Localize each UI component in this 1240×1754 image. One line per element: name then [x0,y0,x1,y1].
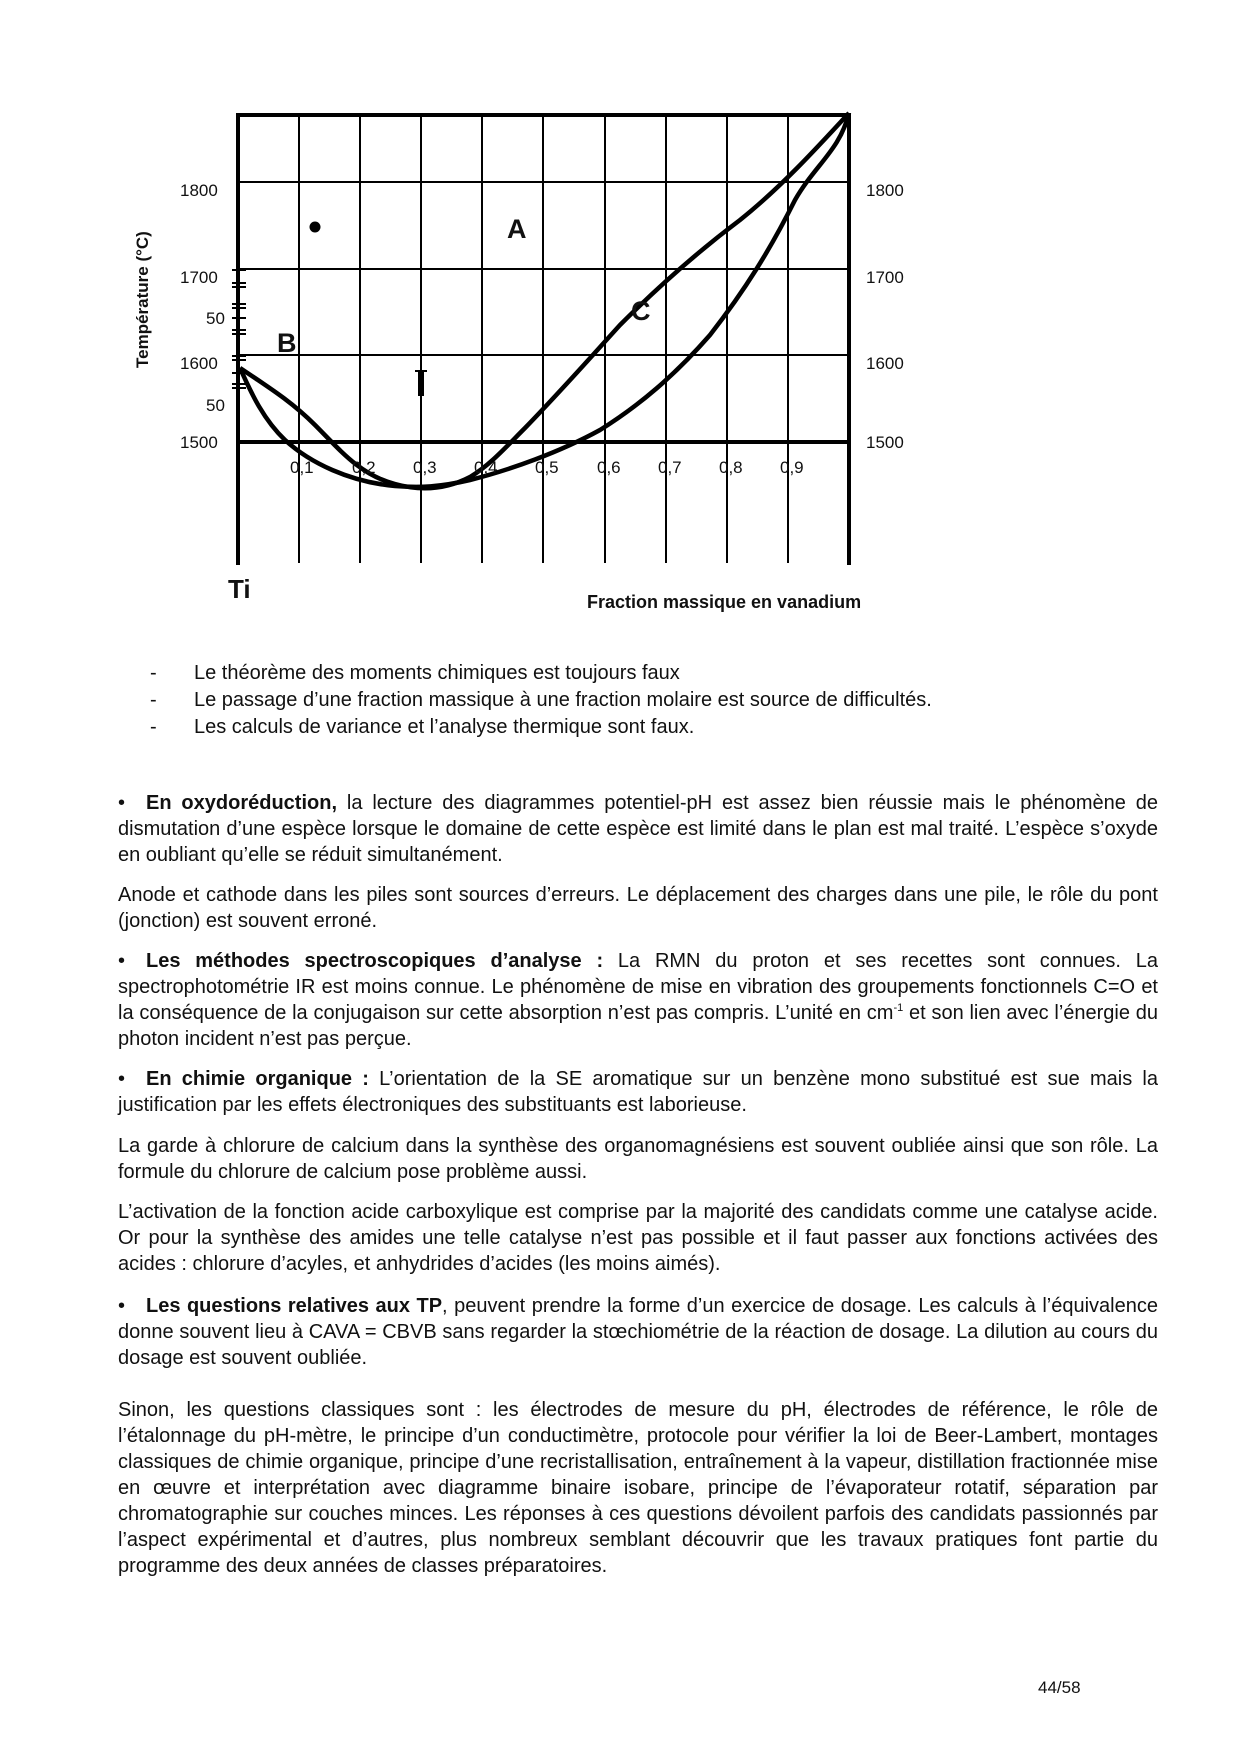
x-tick: 0,9 [780,458,804,477]
paragraph-text: , peuvent prendre la forme d’un exercice de dosage. Les calculs à l’équivalence donne souvent lieu à CAVA = CBVB sans regarder la stœchiométrie de la réaction de dosage. La dilution au cours du dosage est souvent oubliée. [118,1295,1158,1369]
list-item [150,714,932,741]
paragraph-chimie-organique [118,1066,1158,1118]
paragraph-oxydoreduction [118,790,1158,868]
paragraph-text: L’orientation de la SE aromatique sur un benzène mono substitué est sue mais la justification par les effets électroniques des substituants est laborieuse. [118,1068,1158,1116]
y-tick-right: 1500 [866,433,904,452]
list-item-text: Les calculs de variance et l’analyse thermique sont faux. [194,716,695,738]
bullet-icon: • [118,1068,126,1090]
y-tick-left: 1700 [180,268,218,287]
dash-list [150,660,932,741]
bullet-icon: • [118,950,126,972]
x-tick: 0,2 [352,458,376,477]
list-item-text: Le théorème des moments chimiques est toujours faux [194,662,680,684]
x-tick: 0,3 [413,458,437,477]
y-tick-left: 50 [206,396,225,415]
paragraph-chlorure-calcium [118,1133,1158,1185]
y-tick-left: 1600 [180,354,218,373]
solidus-curve [240,113,849,487]
paragraph-text: et son lien avec l’énergie du photon incident n’est pas perçue. [118,1002,1159,1050]
superscript: -1 [893,1002,904,1014]
paragraph-text: Sinon, les questions classiques sont : les électrodes de mesure du pH, électrodes de référence, le rôle de l’étalonnage du pH-mètre, le principe d’un conductimètre, protocole pour vérifier la loi de Beer-Lambert, montages classiques de chimie organique, principe d’une recristallisation, entraînement à la vapeur, distillation fractionnée mise en œuvre et interprétation avec diagramme binaire isobare, principe de l’évaporateur rotatif, séparation par chromatographie sur couches minces. Les réponses à ces questions dévoilent parfois des candidats passionnés par l’aspect expérimental et d’autres, plus nombreux semblant découvrir que les travaux pratiques font partie du programme des deux années de classes préparatoires. [118,1399,1158,1577]
paragraph-heading: Les questions relatives aux TP [146,1295,443,1317]
y-tick-left: 1500 [180,433,218,452]
x-tick: 0,6 [597,458,621,477]
paragraph-heading: En chimie organique : [146,1068,369,1090]
x-tick: 0,7 [658,458,682,477]
bullet-icon: • [118,792,126,814]
paragraph-text: Anode et cathode dans les piles sont sources d’erreurs. Le déplacement des charges dans une pile, le rôle du pont (jonction) est souvent erroné. [118,884,1158,932]
paragraph-spectroscopie [118,948,1158,1052]
region-label-c: C [631,296,651,326]
x-axis-origin-label: Ti [228,574,251,604]
paragraph-piles [118,882,1158,934]
y-tick-right: 1800 [866,181,904,200]
y-tick-left: 50 [206,309,225,328]
x-tick: 0,5 [535,458,559,477]
paragraph-heading: En oxydoréduction, [146,792,337,814]
page-number: 44/58 [1038,1678,1081,1697]
region-label-a: A [507,214,527,244]
point-marker [310,222,321,233]
list-item [150,660,932,687]
y-axis-label: Température (°C) [133,231,152,368]
paragraph-questions-classiques [118,1397,1158,1579]
x-axis-label: Fraction massique en vanadium [587,592,862,612]
y-tick-right: 1600 [866,354,904,373]
list-item-text: Le passage d’une fraction massique à une fraction molaire est source de difficultés. [194,689,932,711]
paragraph-heading: Les méthodes spectroscopiques d’analyse : [146,950,604,972]
y-tick-right: 1700 [866,268,904,287]
paragraph-text: L’activation de la fonction acide carboxylique est comprise par la majorité des candidats comme une catalyse acide. Or pour la synthèse des amides une telle catalyse n’est pas possible et il faut passer aux fonctions activées des acides : chlorure d’acyles, et anhydrides d’acides (les moins aimés). [118,1201,1158,1275]
paragraph-questions-tp [118,1293,1158,1371]
list-item [150,687,932,714]
dash-marker: - [150,662,157,684]
paragraph-activation-acide [118,1199,1158,1277]
y-tick-left: 1800 [180,181,218,200]
phase-diagram [0,0,1240,620]
paragraph-text: la lecture des diagrammes potentiel-pH est assez bien réussie mais le phénomène de dismutation d’une espèce lorsque le domaine de cette espèce est limité dans le plan est mal traité. L’espèce s’oxyde en oubliant qu’elle se réduit simultanément. [118,792,1158,866]
region-label-b: B [277,328,297,358]
dash-marker: - [150,716,157,738]
x-tick: 0,4 [474,458,498,477]
x-tick: 0,8 [719,458,743,477]
dash-marker: - [150,689,157,711]
bullet-icon: • [118,1295,126,1317]
liquidus-curve [240,113,849,488]
paragraph-text: La RMN du proton et ses recettes sont connues. La spectrophotométrie IR est moins connue. Le phénomène de mise en vibration des groupements fonctionnels C=O et la conséquence de la conjugaison sur cette absorption n’est pas compris. L’unité en cm [118,950,1159,1024]
paragraph-text: La garde à chlorure de calcium dans la synthèse des organomagnésiens est souvent oubliée ainsi que son rôle. La formule du chlorure de calcium pose problème aussi. [118,1135,1158,1183]
x-tick: 0,1 [290,458,314,477]
